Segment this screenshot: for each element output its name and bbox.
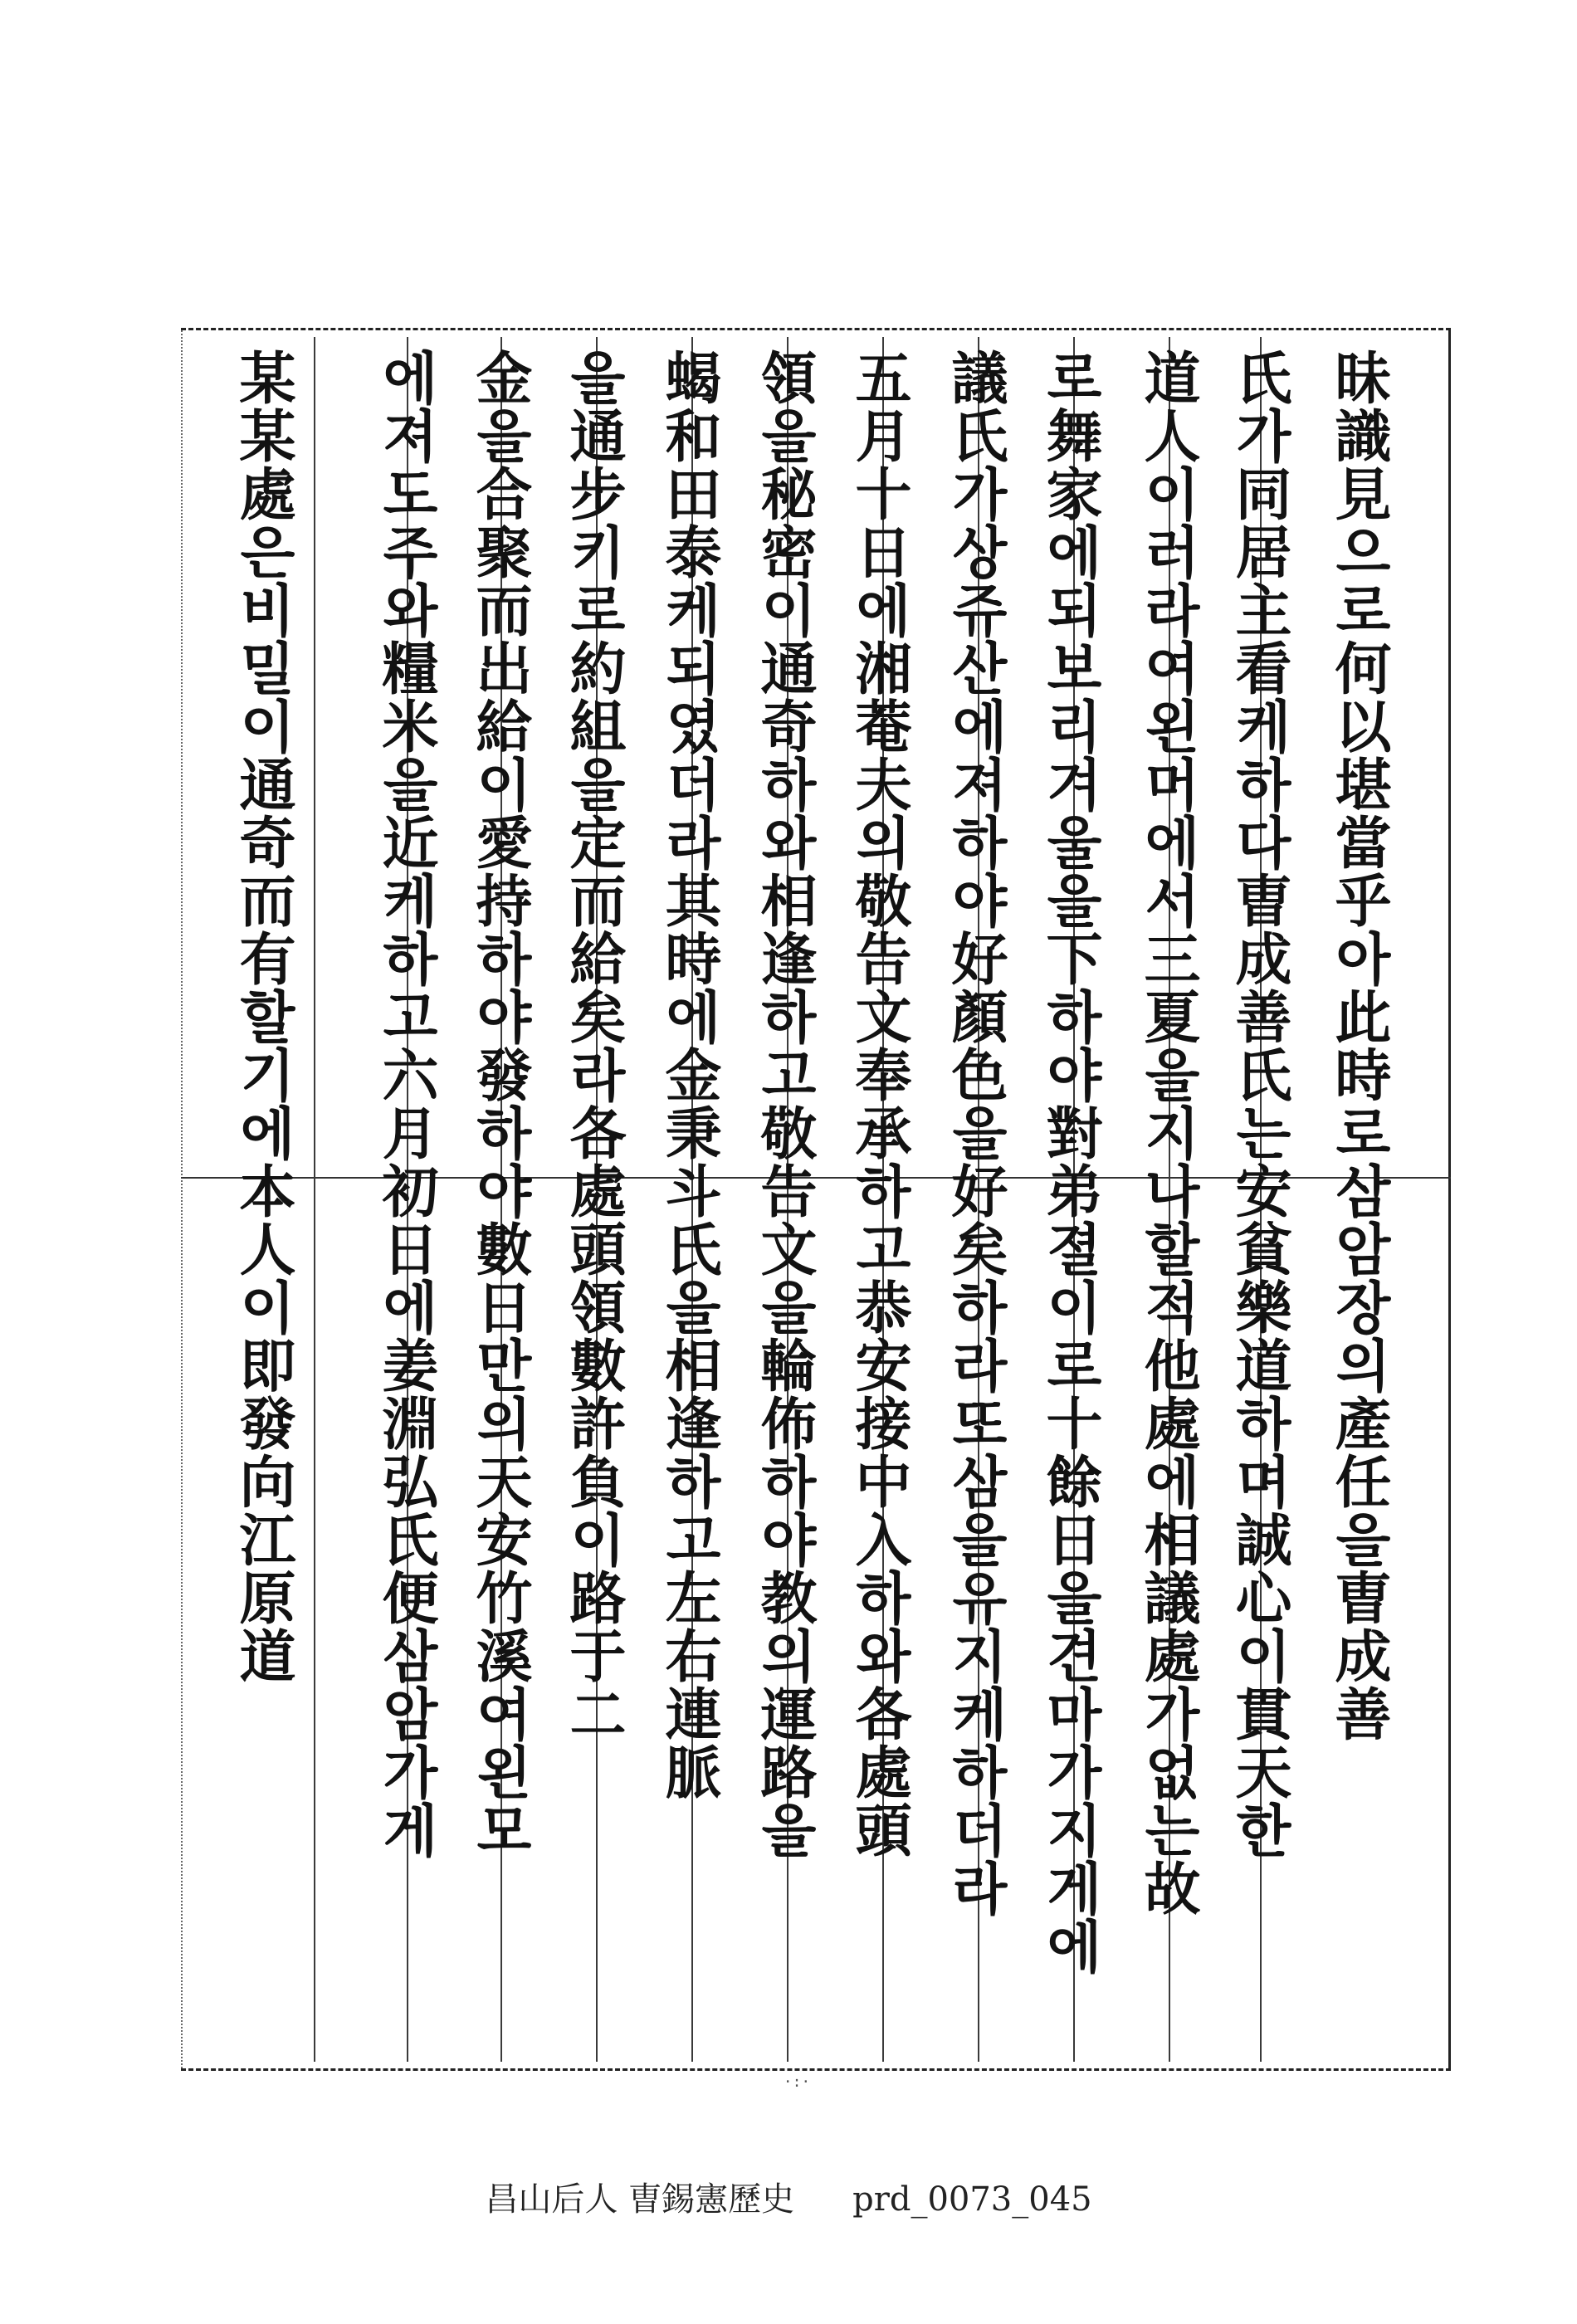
gutter-ornament: ·:· bbox=[783, 2073, 811, 2091]
manuscript-column: 을通步키로約組을定而給矣라各處頭領數許負이路于二 bbox=[560, 349, 627, 1743]
manuscript-column: 某某處은비밀이通奇而有할기에本人이即發向江原道 bbox=[230, 349, 296, 1685]
column-rule bbox=[314, 337, 315, 2062]
page-footer bbox=[0, 2173, 1577, 2220]
manuscript-column: 議氏가상쥬산에져하야好顏色을好矣하라또삼을유지케하더라 bbox=[942, 349, 1008, 1917]
manuscript-column: 로舞家에되보리겨울을下하야對弟졀이로十餘日을견마가지게에 bbox=[1037, 349, 1103, 1975]
manuscript-column: 昧識見으로何以堪當乎아此時로삼암장의產任을曺成善 bbox=[1326, 349, 1392, 1743]
manuscript-column: 에져도주와糧米을近케하고六月初日에姜淵弘氏便삼암가게 bbox=[373, 349, 439, 1859]
frame-right-rule bbox=[1448, 330, 1451, 2068]
manuscript-column: 蝎和田泰케되였더라其時에金秉斗氏을相逢하고左右連脈 bbox=[656, 349, 722, 1801]
footer-title: 昌山后人 曺錫憲歷史 bbox=[485, 2180, 795, 2219]
frame-left-rule bbox=[181, 330, 183, 2068]
manuscript-column: 氏가同居主看케하다曺成善氏는安貧樂道하며誠心이貫天한 bbox=[1226, 349, 1292, 1859]
manuscript-column: 道人이러라여왼머에서三夏을지나할적他處에相議處가없는故 bbox=[1135, 349, 1201, 1917]
footer-code: prd_0073_045 bbox=[852, 2180, 1092, 2219]
manuscript-page bbox=[181, 328, 1451, 2071]
manuscript-column: 領을秘密이通奇하와相逢하고敬告文을輪佈하야教의運路을 bbox=[751, 349, 818, 1859]
manuscript-column: 五月十日에湘菴夫의敬告文奉承하고恭安接中入하와各處頭 bbox=[846, 349, 912, 1859]
manuscript-column: 金을合聚而出給이愛持하야發하야數日만의天安竹溪여왼모 bbox=[466, 349, 533, 1859]
